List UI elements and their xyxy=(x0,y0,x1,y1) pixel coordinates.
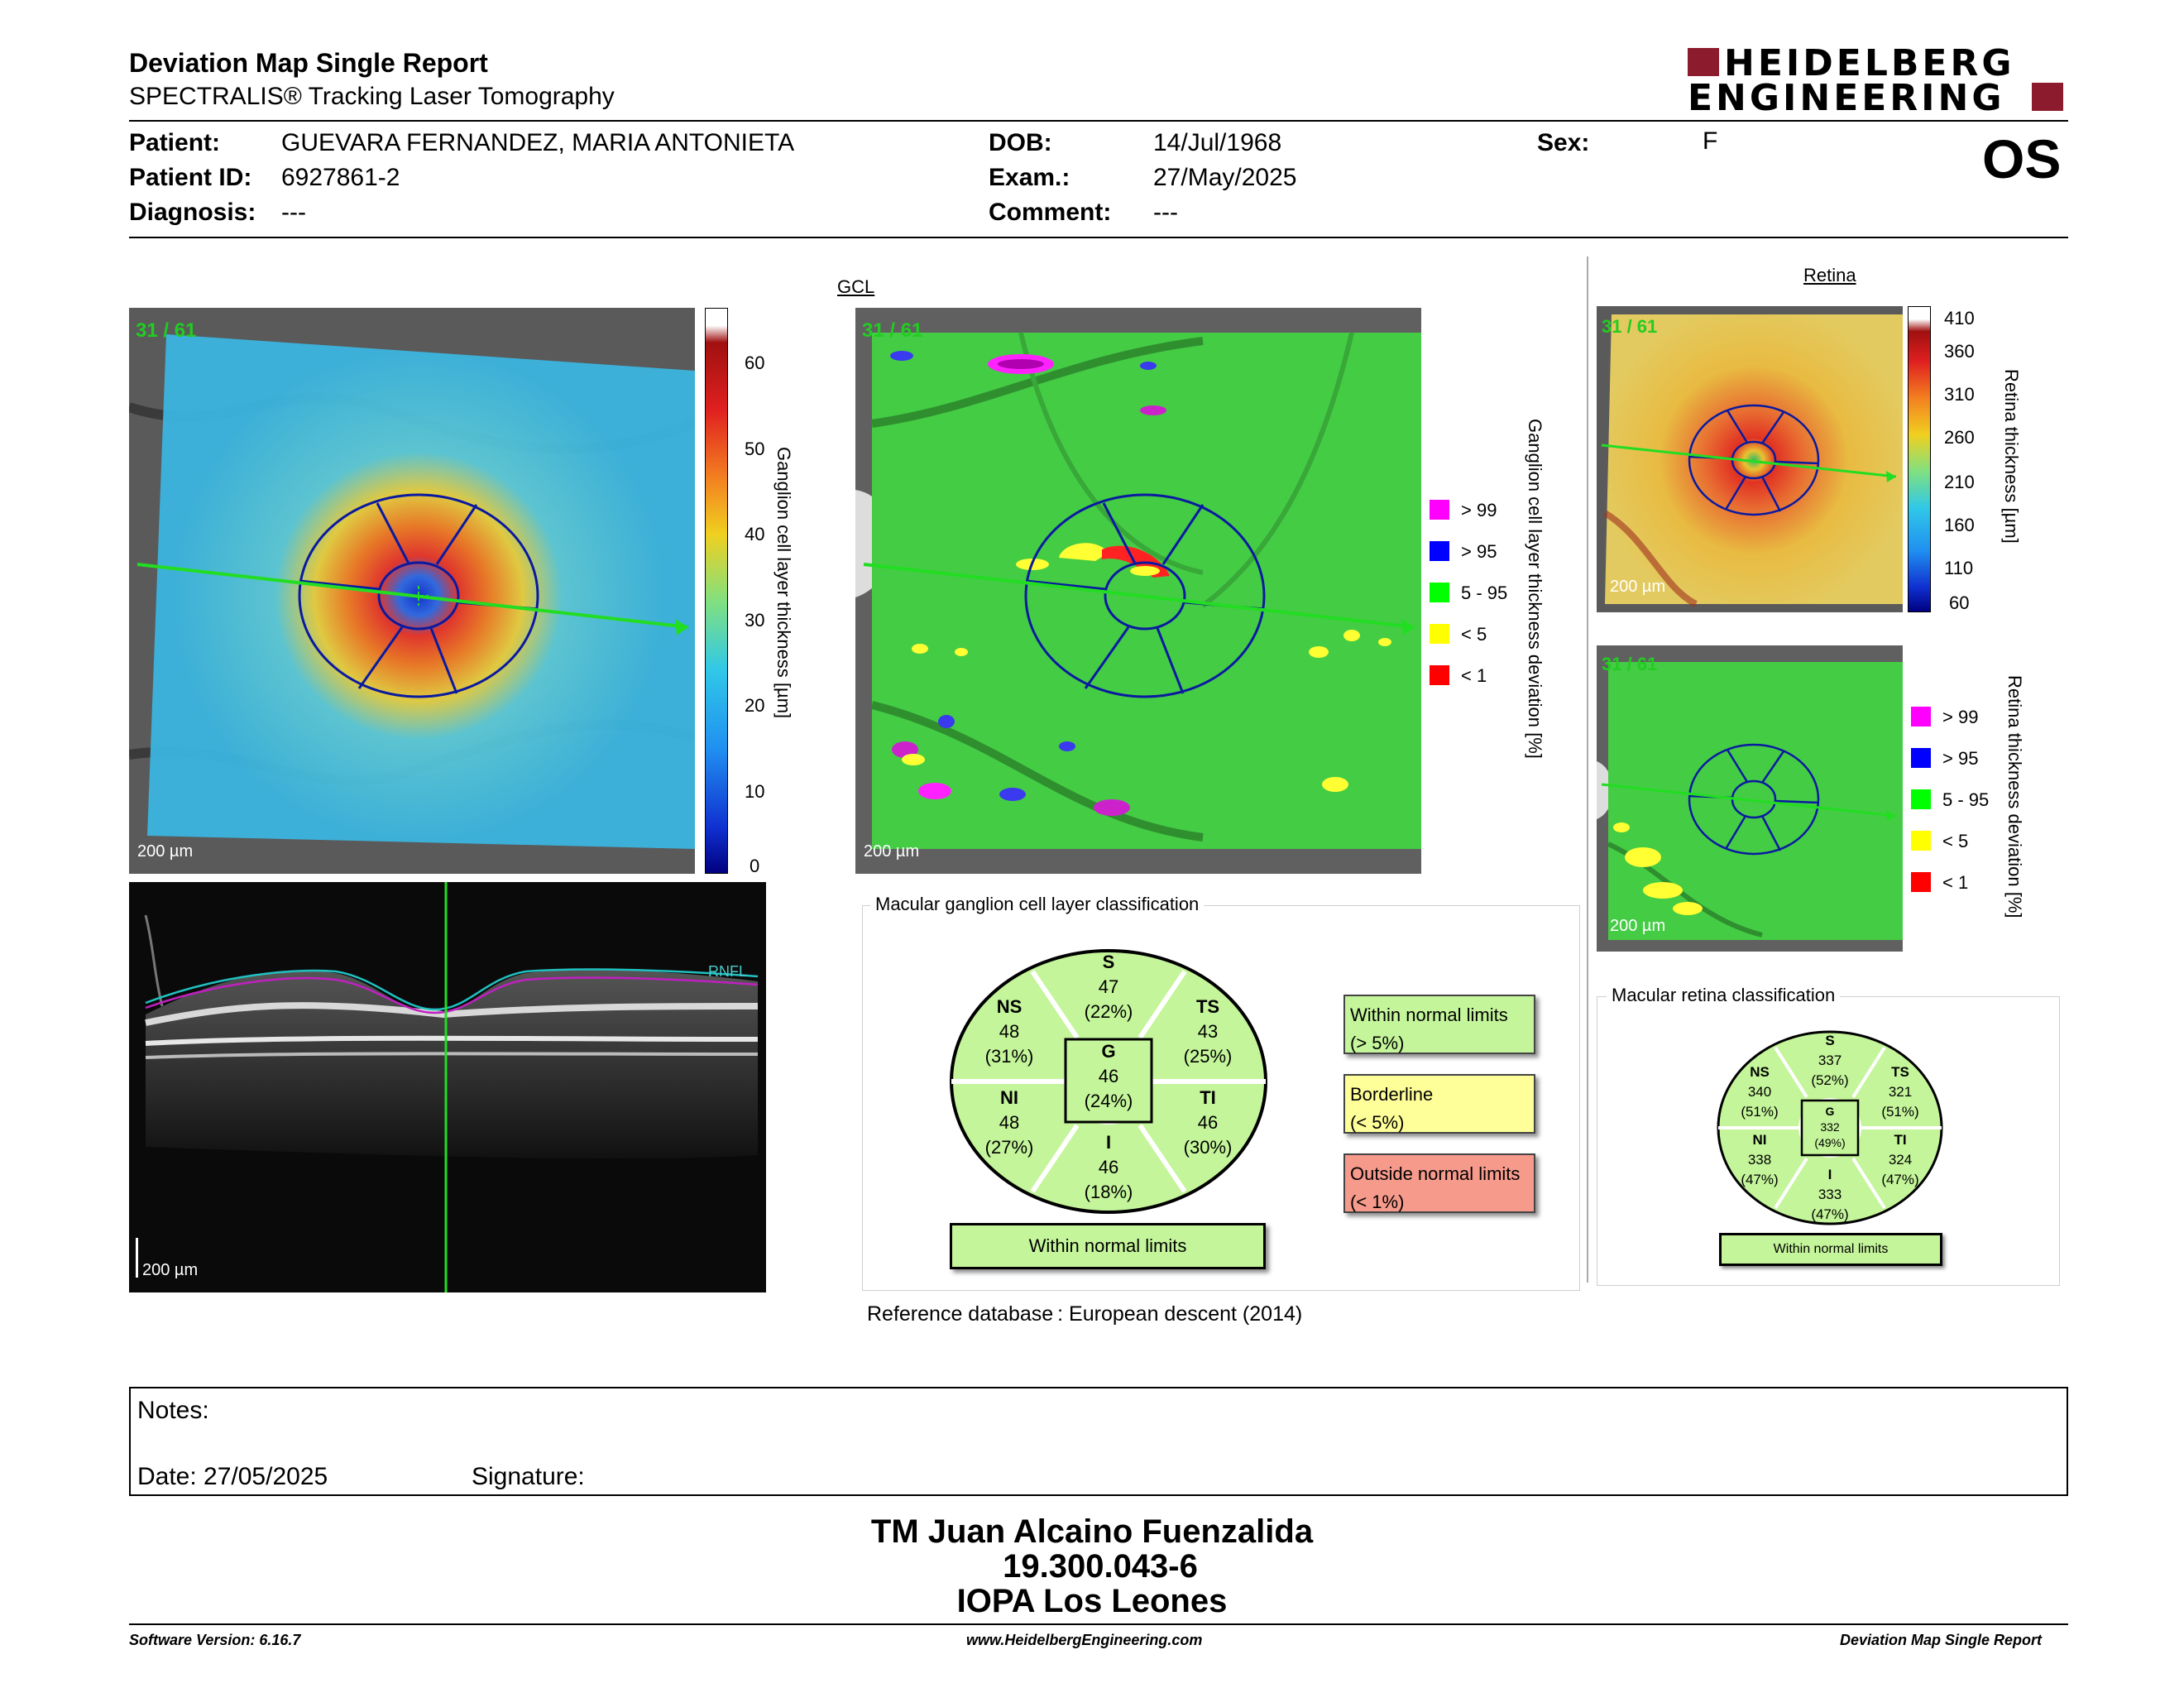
retina-sector-i: I 333 (47%) xyxy=(1811,1167,1849,1222)
retina-legend-swatch-gt95 xyxy=(1911,748,1931,768)
patient-label: Patient: xyxy=(129,129,221,156)
gcl-section-title: GCL xyxy=(837,276,875,297)
heidelberg-logo: HEIDELBERG ENGINEERING xyxy=(1688,46,2068,116)
key-within-normal: Within normal limits (> 5%) xyxy=(1343,995,1535,1054)
retina-thickness-colorbar xyxy=(1908,306,1931,612)
gcl-sector-s: S 47 (22%) xyxy=(1084,952,1133,1022)
legend-swatch-gt99 xyxy=(1430,500,1449,520)
sex-label: Sex: xyxy=(1537,129,1590,156)
retina-sector-g: G 332 (49%) xyxy=(1814,1105,1846,1149)
patient-id: 6927861-2 xyxy=(281,164,400,191)
gcl-sector-ti: TI 46 (30%) xyxy=(1183,1087,1233,1158)
legend-swatch-normal xyxy=(1430,583,1449,602)
dob-value: 14/Jul/1968 xyxy=(1153,129,1282,156)
gcl-deviation-scale-bar: 200 µm xyxy=(864,842,920,861)
retina-deviation-scale-bar: 200 µm xyxy=(1610,917,1666,935)
legend-swatch-lt5 xyxy=(1430,624,1449,644)
notes-box[interactable] xyxy=(129,1387,2068,1496)
patient-id-label: Patient ID: xyxy=(129,164,252,191)
gcl-tick-10: 10 xyxy=(745,781,765,802)
signature-label: Signature: xyxy=(472,1463,585,1490)
gcl-sector-i: I 46 (18%) xyxy=(1084,1132,1133,1202)
legend-label-lt1: < 1 xyxy=(1461,665,1487,686)
retina-image-count: 31 / 61 xyxy=(1602,316,1658,337)
retina-legend-label-gt99: > 99 xyxy=(1942,707,1979,727)
retina-legend-swatch-gt99 xyxy=(1911,707,1931,727)
retina-thickness-map xyxy=(1597,306,1903,612)
gcl-deviation-image-count: 31 / 61 xyxy=(862,319,923,342)
retina-deviation-map xyxy=(1597,645,1903,952)
retina-deviation-image-count: 31 / 61 xyxy=(1602,654,1658,674)
report-subtitle: SPECTRALIS® Tracking Laser Tomography xyxy=(129,83,615,110)
gcl-tick-0: 0 xyxy=(750,856,760,876)
legend-label-lt5: < 5 xyxy=(1461,624,1487,645)
dob-label: DOB: xyxy=(989,129,1052,156)
gcl-tick-20: 20 xyxy=(745,695,765,716)
retina-legend-label-lt5: < 5 xyxy=(1942,831,1969,851)
gcl-sector-ns: NS 48 (31%) xyxy=(984,996,1034,1067)
reference-database: Reference database : European descent (2014) xyxy=(867,1302,1303,1326)
legend-label-gt95: > 95 xyxy=(1461,541,1497,562)
retina-tick-160: 160 xyxy=(1944,515,1975,535)
gcl-tick-30: 30 xyxy=(745,610,765,631)
gcl-classification-result: Within normal limits xyxy=(950,1223,1266,1269)
footer-report-name: Deviation Map Single Report xyxy=(1840,1632,2043,1648)
legend-swatch-gt95 xyxy=(1430,541,1449,561)
retina-legend-label-gt95: > 95 xyxy=(1942,748,1979,769)
retina-sector-ni: NI 338 (47%) xyxy=(1741,1132,1779,1187)
gcl-thickness-colorbar xyxy=(705,308,728,874)
gcl-sector-ts: TS 43 (25%) xyxy=(1183,996,1233,1067)
report-title: Deviation Map Single Report xyxy=(129,48,488,78)
eye-label: OS xyxy=(1982,128,2062,189)
retina-scale-bar: 200 µm xyxy=(1610,578,1666,596)
gcl-tick-50: 50 xyxy=(745,439,765,459)
legend-label-normal: 5 - 95 xyxy=(1461,583,1508,603)
retina-legend-swatch-lt5 xyxy=(1911,831,1931,851)
gcl-tick-60: 60 xyxy=(745,352,765,373)
gcl-scale-bar: 200 µm xyxy=(137,842,194,861)
retina-sector-ns: NS 340 (51%) xyxy=(1741,1064,1779,1120)
retina-tick-260: 260 xyxy=(1944,427,1975,448)
gcl-sector-g: G 46 (24%) xyxy=(1084,1041,1133,1111)
gcl-deviation-map xyxy=(855,308,1421,874)
oct-scale-bar: 200 µm xyxy=(142,1261,199,1279)
notes-label: Notes: xyxy=(137,1397,209,1424)
signer-id: 19.300.043-6 xyxy=(1003,1548,1198,1585)
retina-tick-110: 110 xyxy=(1944,558,1974,578)
retina-tick-360: 360 xyxy=(1944,341,1975,362)
sex-value: F xyxy=(1703,127,1718,155)
retina-legend-swatch-normal xyxy=(1911,789,1931,809)
legend-swatch-lt1 xyxy=(1430,665,1449,685)
comment-value: --- xyxy=(1153,199,1178,226)
retina-tick-310: 310 xyxy=(1944,384,1975,405)
comment-label: Comment: xyxy=(989,199,1112,226)
gcl-thickness-axis-label: Ganglion cell layer thickness [µm] xyxy=(774,447,794,719)
gcl-deviation-axis-label: Ganglion cell layer thickness deviation [%] xyxy=(1525,419,1545,759)
oct-rnfl-label: RNFL xyxy=(708,963,748,980)
retina-tick-60: 60 xyxy=(1949,592,1970,613)
key-outside-normal: Outside normal limits (< 1%) xyxy=(1343,1153,1535,1213)
gcl-sector-chart xyxy=(948,947,1269,1216)
retina-tick-410: 410 xyxy=(1944,308,1975,328)
retina-thickness-axis-label: Retina thickness [µm] xyxy=(2001,369,2022,544)
gcl-tick-40: 40 xyxy=(745,524,765,544)
legend-label-gt99: > 99 xyxy=(1461,500,1497,520)
gcl-thickness-map xyxy=(129,308,695,874)
exam-value: 27/May/2025 xyxy=(1153,164,1297,191)
retina-section-title: Retina xyxy=(1803,265,1856,285)
signer-institution: IOPA Los Leones xyxy=(956,1583,1228,1619)
retina-sector-chart xyxy=(1716,1029,1944,1226)
retina-classification-result: Within normal limits xyxy=(1719,1233,1942,1266)
signer-name: TM Juan Alcaino Fuenzalida xyxy=(870,1513,1314,1550)
oct-bscan xyxy=(129,882,766,1292)
retina-legend-swatch-lt1 xyxy=(1911,872,1931,892)
patient-name: GUEVARA FERNANDEZ, MARIA ANTONIETA xyxy=(281,129,795,156)
footer-software-version: Software Version: 6.16.7 xyxy=(129,1632,301,1648)
retina-legend-label-normal: 5 - 95 xyxy=(1942,789,1990,810)
gcl-classification-title: Macular ganglion cell layer classification xyxy=(870,894,1204,915)
footer-website[interactable]: www.HeidelbergEngineering.com xyxy=(966,1632,1203,1648)
retina-tick-210: 210 xyxy=(1944,472,1975,492)
gcl-sector-ni: NI 48 (27%) xyxy=(984,1087,1034,1158)
retina-legend-label-lt1: < 1 xyxy=(1942,872,1969,893)
exam-label: Exam.: xyxy=(989,164,1070,191)
retina-sector-ts: TS 321 (51%) xyxy=(1881,1064,1919,1120)
date-label: Date: 27/05/2025 xyxy=(137,1463,328,1490)
gcl-image-count: 31 / 61 xyxy=(136,319,197,342)
diagnosis-label: Diagnosis: xyxy=(129,199,256,226)
retina-classification-title: Macular retina classification xyxy=(1607,985,1840,1006)
retina-sector-s: S 337 (52%) xyxy=(1811,1033,1849,1088)
diagnosis-value: --- xyxy=(281,199,306,226)
retina-deviation-axis-label: Retina thickness deviation [%] xyxy=(2004,675,2025,918)
retina-sector-ti: TI 324 (47%) xyxy=(1881,1132,1919,1187)
key-borderline: Borderline (< 5%) xyxy=(1343,1074,1535,1134)
